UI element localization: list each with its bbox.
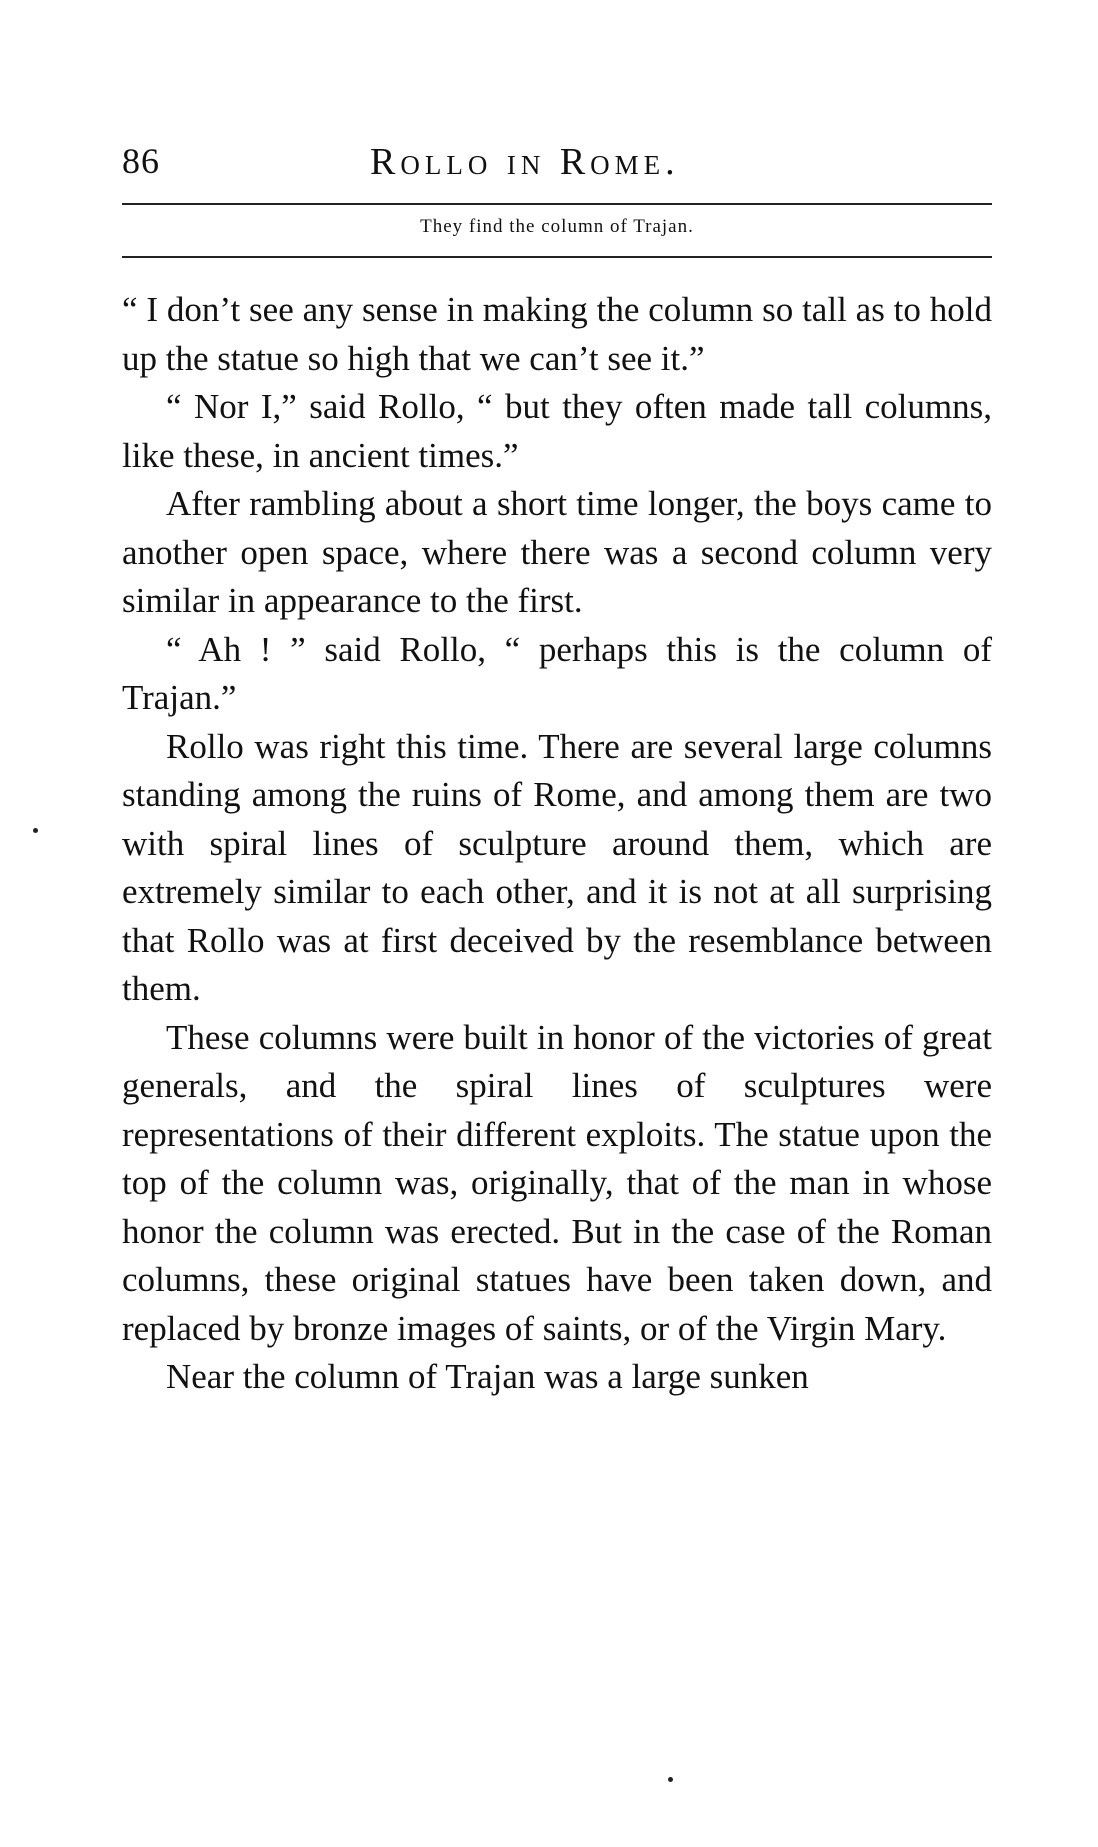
chapter-subheading: They find the column of Trajan. bbox=[420, 216, 694, 237]
paragraph: After rambling about a short time longer, the boys came to another open space, where there was a second column very similar in appearance to the first. bbox=[122, 484, 992, 620]
header-rule-bottom bbox=[122, 256, 992, 258]
page-header bbox=[122, 140, 992, 190]
paragraph: These columns were built in honor of the victories of great generals, and the spiral lines of sculptures were representations of their different exploits. The statue upon the top of the column was, originally, that of the man in whose honor the column was erected. But in the case of the Roman columns, these original statues have been taken down, and replaced by bronze images of saints, or of the Virgin Mary. bbox=[122, 1017, 992, 1348]
ink-speck bbox=[668, 1777, 673, 1782]
paragraph: “ I don’t see any sense in making the column so tall as to hold up the statue so high that we can’t see it.” bbox=[122, 290, 992, 378]
paragraph: “ Nor I,” said Rollo, “ but they often made tall columns, like these, in ancient times.” bbox=[122, 387, 992, 475]
paragraph-fragment: Near the column of Trajan was a large sunken bbox=[166, 1357, 809, 1396]
header-rule-top bbox=[122, 203, 992, 205]
body-text bbox=[122, 286, 992, 1402]
paragraph: Rollo was right this time. There are several large columns standing among the ruins of Rome, and among them are two with spiral lines of sculpture around them, which are extremely similar to each other, and it is not at all surprising that Rollo was at first deceived by the resemblance between them. bbox=[122, 726, 992, 1008]
page-number: 86 bbox=[122, 141, 160, 181]
running-title: Rollo in Rome. bbox=[370, 141, 680, 183]
ink-speck bbox=[33, 828, 38, 833]
paragraph: “ Ah ! ” said Rollo, “ perhaps this is the column of Trajan.” bbox=[122, 629, 992, 717]
